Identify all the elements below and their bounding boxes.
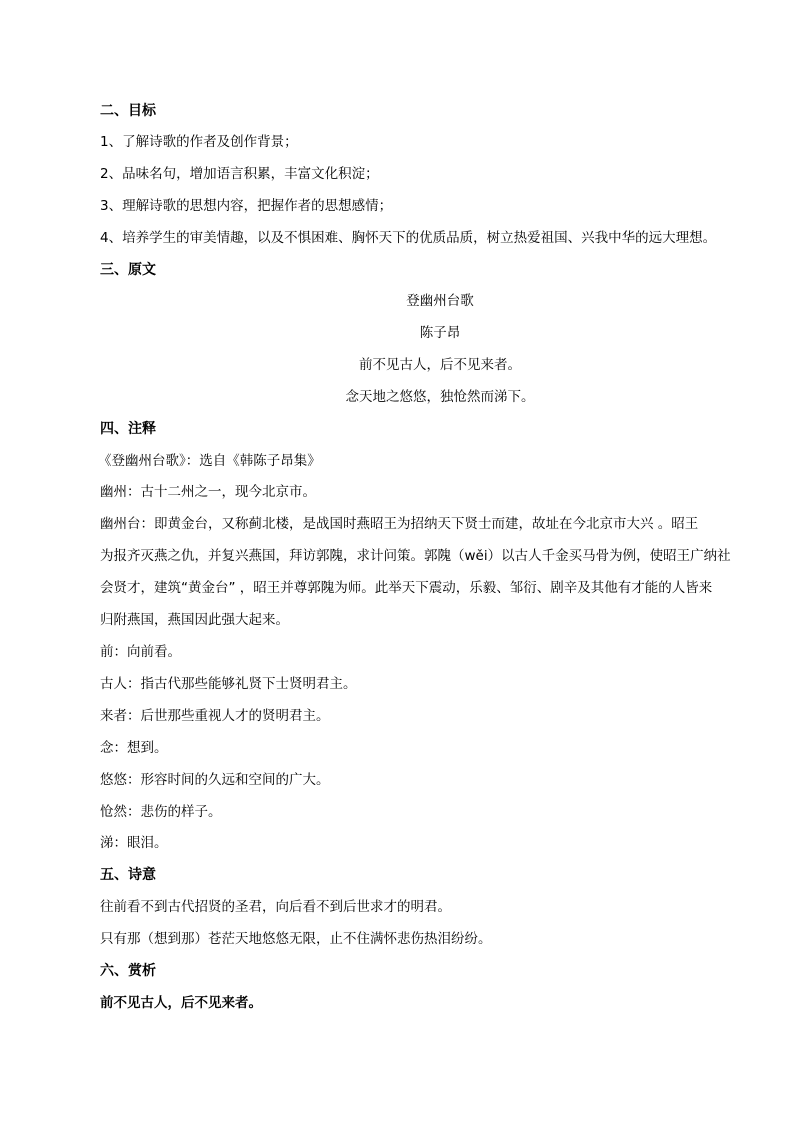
note-youzhoutai: 为报齐灭燕之仇，并复兴燕国，拜访郭隗，求计问策。郭隗（wěi）以古人千金买马骨为例，使昭王广纳社: [100, 548, 731, 564]
note-youzhoutai: 归附燕国，燕国因此强大起来。: [100, 612, 289, 628]
note-item: 涕：眼泪。: [100, 835, 168, 851]
goal-item: 2、品味名句，增加语言积累，丰富文化积淀；: [100, 166, 379, 182]
poem-title: 登幽州台歌: [406, 293, 474, 309]
note-youzhou: 幽州：古十二州之一，现今北京市。: [100, 484, 316, 500]
meaning-heading: 五、诗意: [100, 867, 156, 883]
note-item: 悠悠：形容时间的久远和空间的广大。: [100, 772, 330, 788]
meaning-line: 往前看不到古代招贤的圣君，向后看不到后世求才的明君。: [100, 899, 451, 915]
poem-line: 念天地之悠悠，独怆然而涕下。: [345, 389, 535, 405]
notes-heading: 四、注释: [100, 421, 156, 437]
poem-line: 前不见古人，后不见来者。: [359, 357, 521, 373]
note-youzhoutai: 幽州台：即黄金台，又称蓟北楼，是战国时燕昭王为招纳天下贤士而建，故址在今北京市大兴 。昭王: [100, 516, 699, 532]
goal-item: 4、培养学生的审美情趣，以及不惧困难、胸怀天下的优质品质，树立热爱祖国、兴我中华的远大理想。: [100, 230, 717, 246]
original-heading: 三、原文: [100, 262, 156, 278]
appreciation-heading: 六、赏析: [100, 963, 156, 979]
note-source: 《登幽州台歌》：选自《韩陈子昂集》: [98, 453, 321, 469]
appreciation-quote: 前不见古人，后不见来者。: [100, 995, 262, 1011]
goal-item: 1、了解诗歌的作者及创作背景；: [100, 134, 298, 150]
note-youzhoutai: 会贤才，建筑“黄金台” ，昭王并尊郭隗为师。此举天下震动，乐毅、邹衍、剧辛及其他有才能的人皆来: [100, 580, 713, 596]
goal-item: 3、理解诗歌的思想内容，把握作者的思想感情；: [100, 198, 393, 214]
goals-heading: 二、目标: [100, 103, 156, 119]
note-item: 怆然：悲伤的样子。: [100, 804, 222, 820]
note-item: 古人：指古代那些能够礼贤下士贤明君主。: [100, 676, 357, 692]
note-item: 前：向前看。: [100, 644, 181, 660]
poem-author: 陈子昂: [419, 325, 461, 341]
meaning-line: 只有那（想到那）苍茫天地悠悠无限，止不住满怀悲伤热泪纷纷。: [100, 931, 492, 947]
note-item: 来者：后世那些重视人才的贤明君主。: [100, 708, 330, 724]
note-item: 念：想到。: [100, 740, 168, 756]
